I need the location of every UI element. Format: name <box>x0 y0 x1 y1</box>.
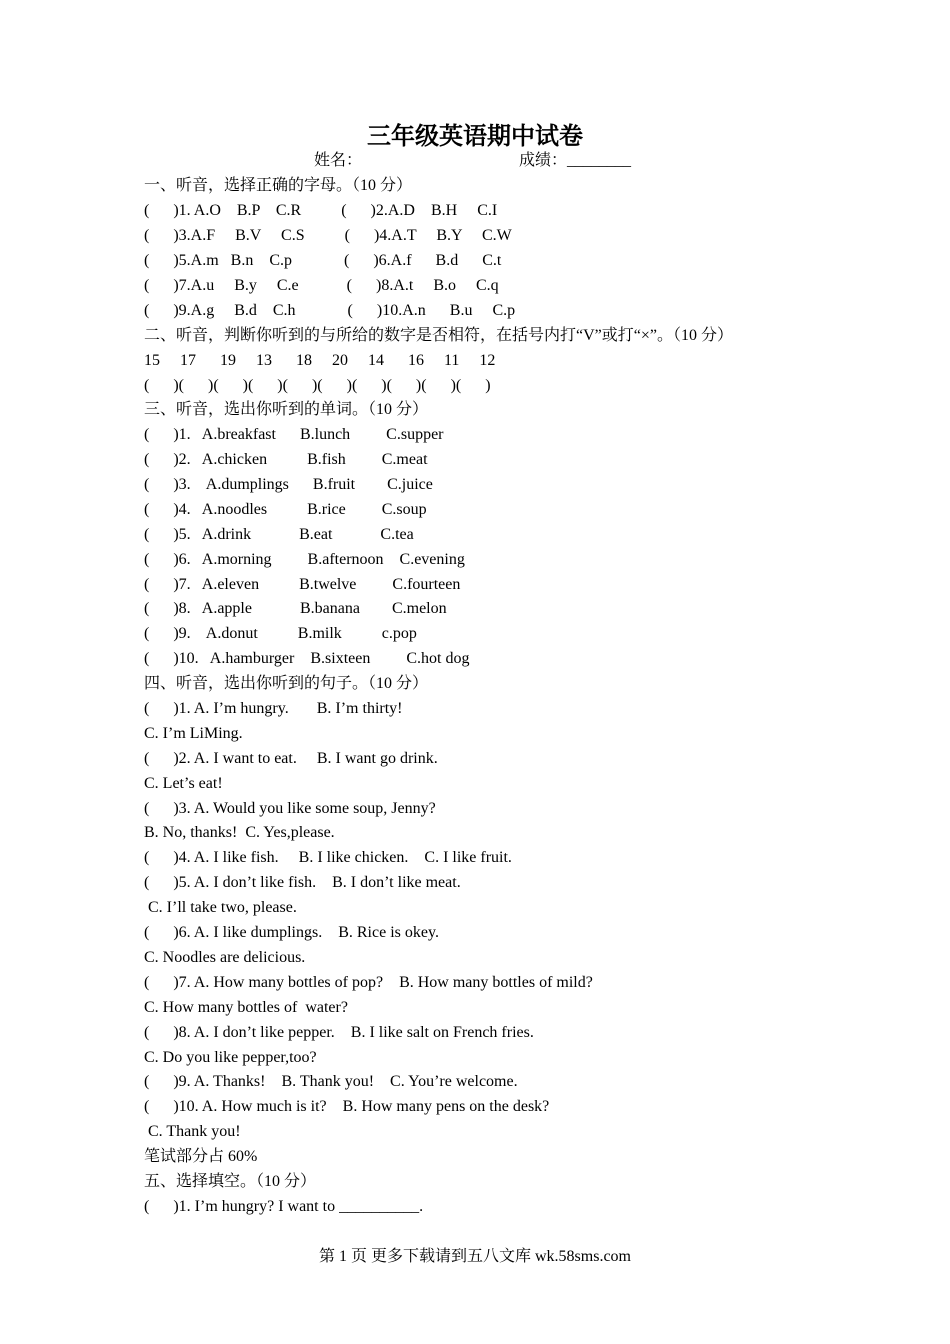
question-line: ( )6. A.morning B.afternoon C.evening <box>144 551 465 568</box>
question-line: C. Do you like pepper,too? <box>144 1049 317 1066</box>
question-line: ( )9. A. Thanks! B. Thank you! C. You’re welcome. <box>144 1073 518 1090</box>
question-line: ( )4. A.noodles B.rice C.soup <box>144 501 427 518</box>
question-line: ( )3. A.dumplings B.fruit C.juice <box>144 476 433 493</box>
question-line: C. Noodles are delicious. <box>144 949 306 966</box>
score-label: 成绩：________ <box>519 152 632 169</box>
question-line: ( )4. A. I like fish. B. I like chicken. C. I like fruit. <box>144 849 512 866</box>
section-5-heading: 五、选择填空。（10 分） <box>144 1173 317 1190</box>
question-line: ( )3. A. Would you like some soup, Jenny? <box>144 800 436 817</box>
question-line: ( )7. A. How many bottles of pop? B. How many bottles of mild? <box>144 974 593 991</box>
question-line: ( )2. A. I want to eat. B. I want go drink. <box>144 750 438 767</box>
question-line: ( )9.A.g B.d C.h ( )10.A.n B.u C.p <box>144 302 516 319</box>
question-line: ( )10. A. How much is it? B. How many pens on the desk? <box>144 1098 550 1115</box>
number-row: 15 17 19 13 18 20 14 16 11 12 <box>144 352 496 369</box>
page-footer: 第 1 页 更多下载请到五八文库 wk.58sms.com <box>318 1248 631 1265</box>
question-line: ( )1. A. I’m hungry. B. I’m thirty! <box>144 700 403 717</box>
question-line: ( )7. A.eleven B.twelve C.fourteen <box>144 576 461 593</box>
question-line: ( )5.A.m B.n C.p ( )6.A.f B.d C.t <box>144 252 502 269</box>
question-line: ( )5. A.drink B.eat C.tea <box>144 526 414 543</box>
question-line: ( )10. A.hamburger B.sixteen C.hot dog <box>144 650 470 667</box>
question-line: ( )1. I’m hungry? I want to __________. <box>144 1198 424 1215</box>
question-line: B. No, thanks! C. Yes,please. <box>144 824 335 841</box>
written-part-note: 笔试部分占 60% <box>144 1148 258 1165</box>
section-1-heading: 一、听音，选择正确的字母。（10 分） <box>144 177 413 194</box>
section-2-heading: 二、听音，判断你听到的与所给的数字是否相符，在括号内打“V”或打“×”。（10 分） <box>144 327 733 344</box>
name-label: 姓名： <box>314 152 363 169</box>
question-line: C. Let’s eat! <box>144 775 223 792</box>
question-line: ( )9. A.donut B.milk c.pop <box>144 625 417 642</box>
question-line: C. How many bottles of water? <box>144 999 348 1016</box>
section-3-heading: 三、听音，选出你听到的单词。（10 分） <box>144 401 429 418</box>
question-line: ( )5. A. I don’t like fish. B. I don’t like meat. <box>144 874 461 891</box>
question-line: ( )7.A.u B.y C.e ( )8.A.t B.o C.q <box>144 277 499 294</box>
answer-brackets-row: ( )( )( )( )( )( )( )( )( )( ) <box>144 377 491 394</box>
section-4-heading: 四、听音，选出你听到的句子。（10 分） <box>144 675 429 692</box>
question-line: ( )8. A. I don’t like pepper. B. I like salt on French fries. <box>144 1024 534 1041</box>
question-line: ( )6. A. I like dumplings. B. Rice is okey. <box>144 924 439 941</box>
question-line: ( )1. A.O B.P C.R ( )2.A.D B.H C.I <box>144 202 498 219</box>
question-line: C. I’ll take two, please. <box>144 899 297 916</box>
question-line: ( )1. A.breakfast B.lunch C.supper <box>144 426 444 443</box>
question-line: C. I’m LiMing. <box>144 725 243 742</box>
question-line: ( )2. A.chicken B.fish C.meat <box>144 451 428 468</box>
question-line: C. Thank you! <box>144 1123 241 1140</box>
question-line: ( )8. A.apple B.banana C.melon <box>144 600 447 617</box>
question-line: ( )3.A.F B.V C.S ( )4.A.T B.Y C.W <box>144 227 512 244</box>
page-title: 三年级英语期中试卷 <box>367 124 583 150</box>
